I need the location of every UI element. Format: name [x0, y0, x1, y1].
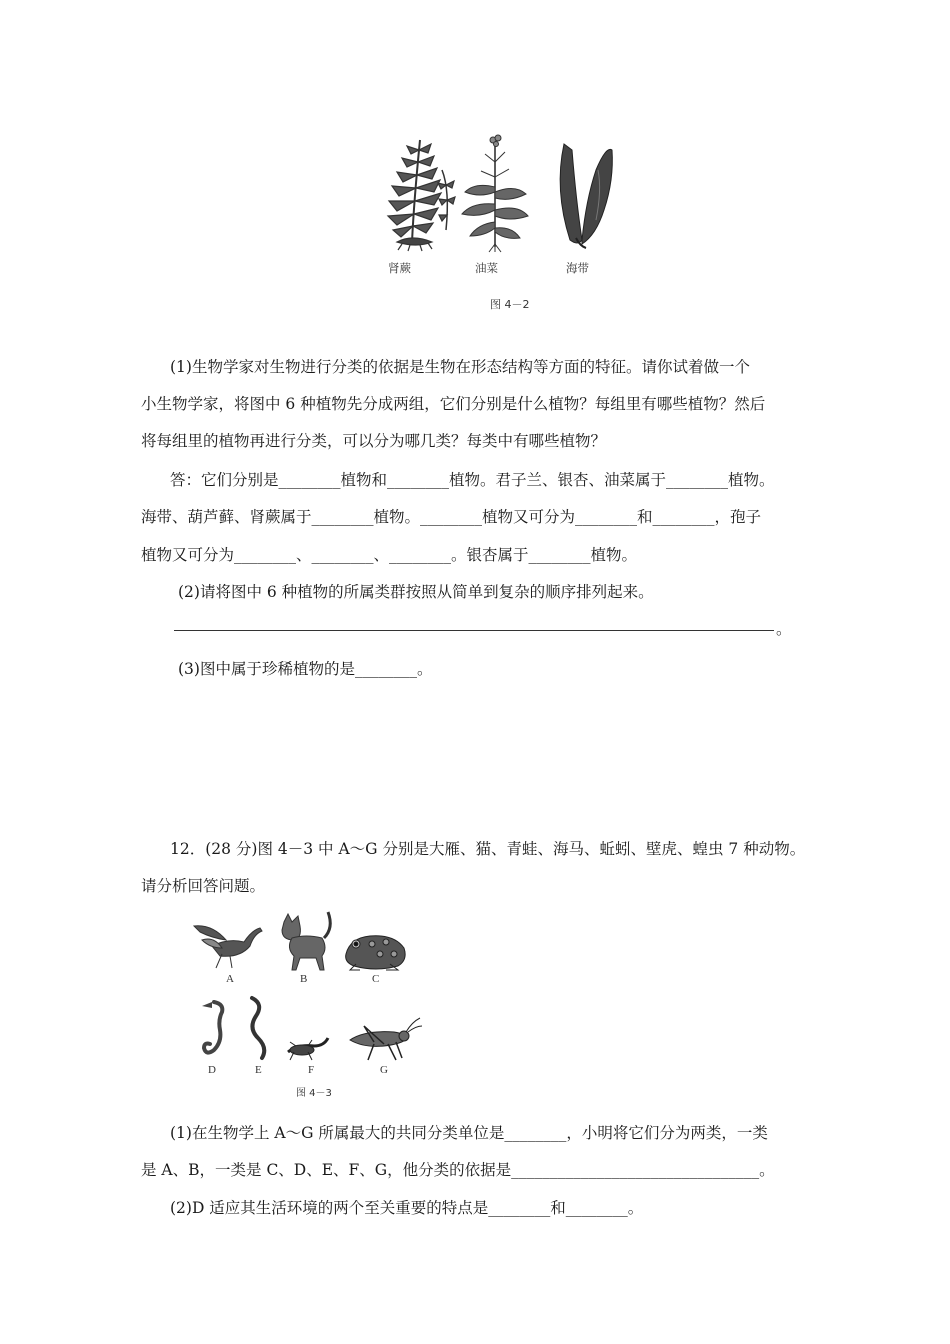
q11-answer-line3: 植物又可分为________、________、________。银杏属于________植物。 [141, 546, 638, 564]
q11-part2-end: 。 [776, 620, 792, 638]
plant-label-kelp: 海带 [566, 261, 589, 275]
q11-part1-line2: 小生物学家，将图中 6 种植物先分成两组，它们分别是什么植物？每组里有哪些植物？然后 [141, 395, 766, 413]
rapeseed-illustration [460, 132, 530, 252]
animal-letter-d: D [208, 1064, 216, 1076]
q12-part2: (2)D 适应其生活环境的两个至关重要的特点是________和________。 [170, 1199, 644, 1217]
seahorse-illustration [196, 998, 236, 1060]
q12-part1-line1: (1)在生物学上 A～G 所属最大的共同分类单位是________，小明将它们分为两类，一类 [170, 1124, 768, 1142]
earthworm-illustration [244, 994, 274, 1062]
figure-caption: 图 4－2 [490, 298, 530, 311]
kelp-illustration [552, 140, 622, 250]
fern-illustration [372, 130, 462, 250]
q11-answer-line2: 海带、葫芦藓、肾蕨属于________植物。________植物又可分为________和________，孢子 [141, 508, 762, 526]
animal-letter-g: G [380, 1064, 388, 1076]
q11-answer-line1: 答：它们分别是________植物和________植物。君子兰、银杏、油菜属于________植物。 [170, 471, 775, 489]
animal-letter-f: F [308, 1064, 315, 1076]
grasshopper-illustration [344, 1016, 422, 1062]
q11-part1-line3: 将每组里的植物再进行分类，可以分为哪几类？每类中有哪些植物？ [141, 432, 607, 450]
animal-letter-a: A [226, 973, 234, 985]
q11-part1-line1: (1)生物学家对生物进行分类的依据是生物在形态结构等方面的特征。请你试着做一个 [170, 358, 750, 376]
animal-letter-b: B [300, 973, 308, 985]
plant-label-rapeseed: 油菜 [475, 261, 498, 275]
cat-illustration [276, 908, 338, 972]
frog-illustration [342, 930, 410, 972]
animal-letter-c: C [372, 973, 380, 985]
figure-caption: 图 4－3 [296, 1088, 332, 1099]
q11-part2: (2)请将图中 6 种植物的所属类群按照从简单到复杂的顺序排列起来。 [178, 583, 654, 601]
q11-part3: (3)图中属于珍稀植物的是________。 [178, 660, 433, 678]
q12-part1-line2: 是 A、B，一类是 C、D、E、F、G，他分类的依据是________________________________。 [141, 1161, 775, 1179]
animal-letter-e: E [255, 1064, 262, 1076]
goose-illustration [192, 918, 264, 970]
plant-label-fern: 肾蕨 [388, 261, 411, 275]
q11-part2-answer-line[interactable] [174, 630, 774, 631]
gecko-illustration [284, 1032, 332, 1062]
q12-intro-line1: 12．(28 分)图 4－3 中 A～G 分别是大雁、猫、青蛙、海马、蚯蚓、壁虎、蝗虫 7 种动物。 [170, 840, 806, 858]
q12-intro-line2: 请分析回答问题。 [141, 877, 266, 895]
